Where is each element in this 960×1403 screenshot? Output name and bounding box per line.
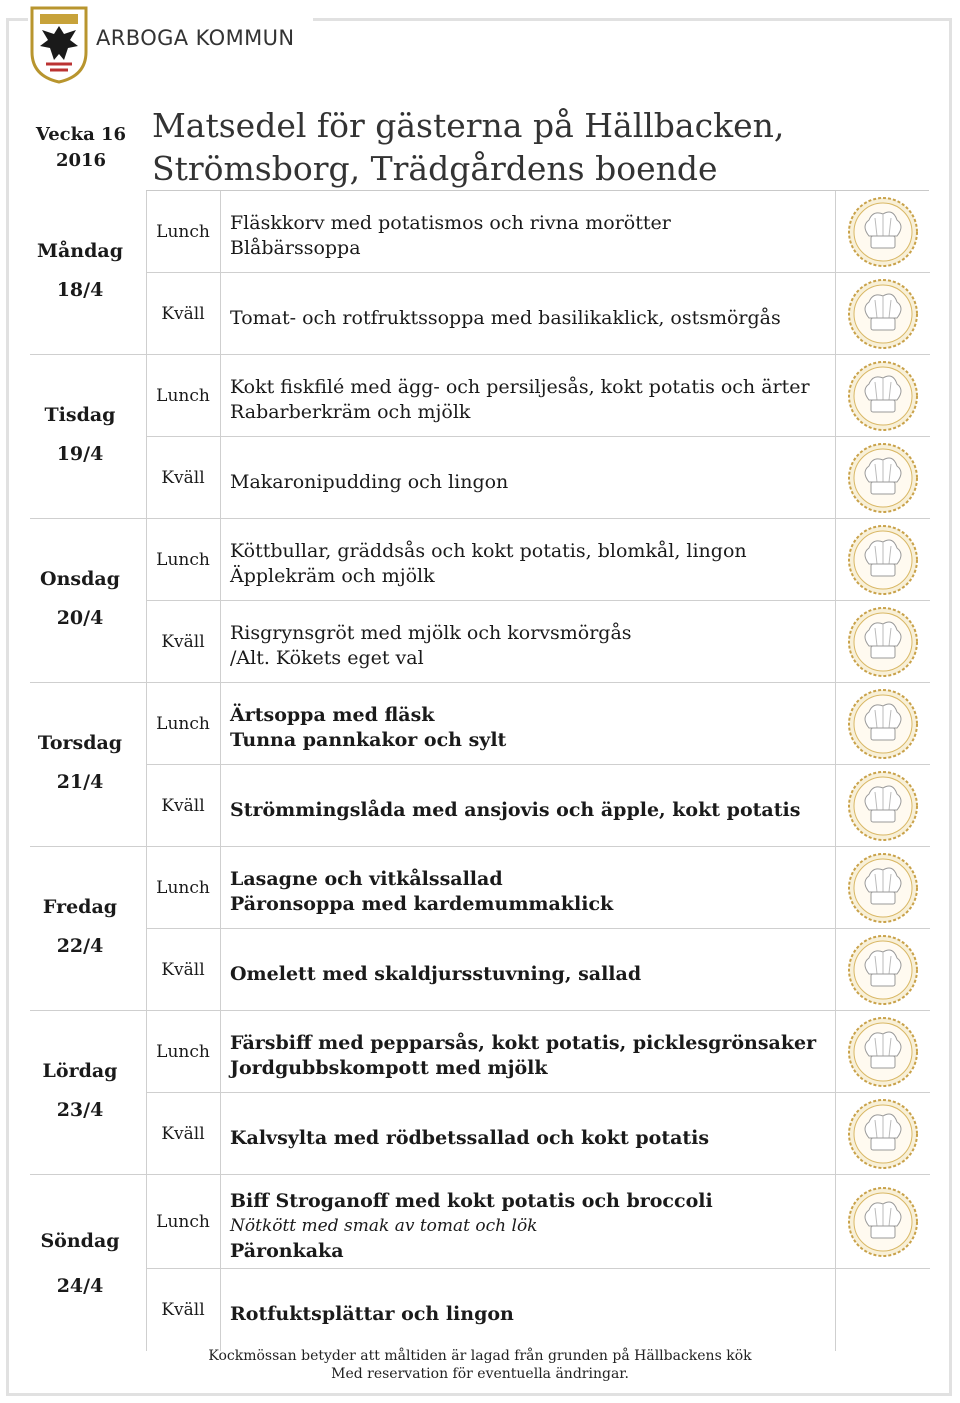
meal-label-lunch: Lunch bbox=[156, 386, 210, 406]
column-divider bbox=[220, 929, 221, 1011]
meal-label-kvall: Kväll bbox=[161, 960, 205, 980]
dish-line: Köttbullar, gräddsås och kokt potatis, blomkål, lingon bbox=[230, 540, 747, 562]
chef-hat-icon bbox=[847, 524, 919, 596]
dish-line: Färsbiff med pepparsås, kokt potatis, picklesgrönsaker bbox=[230, 1032, 817, 1054]
dish-line: Nötkött med smak av tomat och lök bbox=[230, 1215, 538, 1236]
chef-hat-icon bbox=[847, 770, 919, 842]
header-logo bbox=[28, 4, 313, 84]
dish-line: Rotfuktsplättar och lingon bbox=[230, 1302, 514, 1325]
dish-line: /Alt. Kökets eget val bbox=[230, 647, 424, 669]
menu-row-lunch bbox=[30, 519, 930, 601]
day-date: 24/4 bbox=[56, 1275, 104, 1297]
menu-row-kvall bbox=[30, 437, 930, 519]
column-divider bbox=[835, 191, 836, 273]
menu-row-kvall bbox=[30, 1269, 930, 1351]
column-divider bbox=[835, 355, 836, 437]
column-divider bbox=[220, 847, 221, 929]
day-date: 18/4 bbox=[56, 279, 104, 301]
column-divider bbox=[835, 1093, 836, 1175]
menu-row-lunch bbox=[30, 355, 930, 437]
dish-line: Päronkaka bbox=[230, 1239, 344, 1262]
column-divider bbox=[835, 765, 836, 847]
column-divider bbox=[220, 355, 221, 437]
column-divider bbox=[835, 683, 836, 765]
column-divider bbox=[835, 1011, 836, 1093]
day-name: Torsdag bbox=[37, 732, 123, 754]
dish-text bbox=[230, 1126, 830, 1151]
footer bbox=[150, 1347, 810, 1383]
week-year: 2016 bbox=[55, 150, 107, 171]
dish-text bbox=[230, 375, 830, 425]
day-date: 19/4 bbox=[56, 443, 104, 465]
dish-line: Makaronipudding och lingon bbox=[230, 470, 509, 493]
column-divider bbox=[835, 929, 836, 1011]
dish-text bbox=[230, 306, 830, 331]
chef-hat-icon bbox=[847, 606, 919, 678]
meal-label-kvall: Kväll bbox=[161, 468, 205, 488]
chef-hat-icon bbox=[847, 278, 919, 350]
menu-row-lunch bbox=[30, 1011, 930, 1093]
day-date: 20/4 bbox=[56, 607, 104, 629]
municipality-name: ARBOGA KOMMUN bbox=[96, 26, 295, 50]
chef-hat-icon bbox=[847, 852, 919, 924]
dish-line: Tomat- och rotfruktssoppa med basilikaklick, ostsmörgås bbox=[230, 306, 781, 329]
day-date: 22/4 bbox=[56, 935, 104, 957]
chef-hat-icon bbox=[847, 1186, 919, 1258]
dish-text bbox=[230, 1031, 830, 1081]
column-divider bbox=[220, 1011, 221, 1093]
menu-row-lunch bbox=[30, 191, 930, 273]
menu-row-kvall bbox=[30, 1093, 930, 1175]
dish-line: Lasagne och vitkålssallad bbox=[230, 868, 503, 890]
dish-line: Päronsoppa med kardemummaklick bbox=[230, 893, 614, 915]
chef-hat-icon bbox=[847, 196, 919, 268]
day-name: Söndag bbox=[40, 1230, 120, 1252]
column-divider bbox=[220, 273, 221, 355]
chef-hat-icon bbox=[847, 442, 919, 514]
week-label bbox=[30, 122, 132, 174]
day-date: 23/4 bbox=[56, 1099, 104, 1121]
column-divider bbox=[220, 683, 221, 765]
dish-line: Jordgubbskompott med mjölk bbox=[230, 1057, 548, 1079]
dish-line: Omelett med skaldjursstuvning, sallad bbox=[230, 962, 642, 985]
eagle-coat-of-arms-icon bbox=[28, 4, 90, 84]
title-line-1: Matsedel för gästerna på Hällbacken, bbox=[152, 106, 785, 145]
meal-label-kvall: Kväll bbox=[161, 1300, 205, 1320]
footer-line-2: Med reservation för eventuella ändringar. bbox=[331, 1366, 629, 1382]
meal-label-kvall: Kväll bbox=[161, 304, 205, 324]
dish-text bbox=[230, 1189, 830, 1264]
dish-line: Fläskkorv med potatismos och rivna morötter bbox=[230, 212, 671, 234]
dish-line: Strömmingslåda med ansjovis och äpple, kokt potatis bbox=[230, 798, 801, 821]
meal-label-lunch: Lunch bbox=[156, 550, 210, 570]
menu-row-kvall bbox=[30, 601, 930, 683]
chef-hat-icon bbox=[847, 688, 919, 760]
week-number: Vecka 16 bbox=[35, 124, 127, 145]
dish-line: Tunna pannkakor och sylt bbox=[230, 729, 507, 751]
meal-label-lunch: Lunch bbox=[156, 222, 210, 242]
dish-text bbox=[230, 211, 830, 261]
dish-line: Biff Stroganoff med kokt potatis och broccoli bbox=[230, 1189, 713, 1212]
meal-label-lunch: Lunch bbox=[156, 1042, 210, 1062]
column-divider bbox=[835, 519, 836, 601]
column-divider bbox=[220, 765, 221, 847]
day-date: 21/4 bbox=[56, 771, 104, 793]
column-divider bbox=[835, 601, 836, 683]
column-divider bbox=[220, 601, 221, 683]
menu-row-lunch bbox=[30, 1175, 930, 1269]
menu-row-kvall bbox=[30, 765, 930, 847]
dish-text bbox=[230, 1302, 830, 1327]
dish-line: Kokt fiskfilé med ägg- och persiljesås, kokt potatis och ärter bbox=[230, 376, 810, 398]
meal-label-kvall: Kväll bbox=[161, 632, 205, 652]
meal-label-kvall: Kväll bbox=[161, 1124, 205, 1144]
chef-hat-icon bbox=[847, 1098, 919, 1170]
column-divider bbox=[220, 1093, 221, 1175]
meal-label-lunch: Lunch bbox=[156, 714, 210, 734]
column-divider bbox=[835, 847, 836, 929]
dish-line: Rabarberkräm och mjölk bbox=[230, 401, 471, 423]
column-divider bbox=[220, 437, 221, 519]
menu-row-kvall bbox=[30, 273, 930, 355]
day-name: Måndag bbox=[36, 240, 124, 262]
column-divider bbox=[220, 519, 221, 601]
day-name: Fredag bbox=[42, 896, 118, 918]
menu-row-kvall bbox=[30, 929, 930, 1011]
footer-line-1: Kockmössan betyder att måltiden är lagad från grunden på Hällbackens kök bbox=[208, 1348, 752, 1364]
column-divider bbox=[835, 437, 836, 519]
dish-text bbox=[230, 621, 830, 671]
dish-text bbox=[230, 470, 830, 495]
dish-text bbox=[230, 867, 830, 917]
dish-text bbox=[230, 703, 830, 753]
column-divider bbox=[220, 191, 221, 273]
day-name: Lördag bbox=[42, 1060, 118, 1082]
page-title bbox=[152, 104, 927, 190]
dish-line: Äpplekräm och mjölk bbox=[230, 565, 435, 587]
column-divider bbox=[835, 1269, 836, 1351]
meal-label-lunch: Lunch bbox=[156, 1212, 210, 1232]
chef-hat-icon bbox=[847, 1016, 919, 1088]
meal-label-kvall: Kväll bbox=[161, 796, 205, 816]
column-divider bbox=[835, 273, 836, 355]
dish-line: Blåbärssoppa bbox=[230, 237, 361, 259]
menu-row-lunch bbox=[30, 683, 930, 765]
meal-label-lunch: Lunch bbox=[156, 878, 210, 898]
day-name: Onsdag bbox=[40, 568, 120, 590]
dish-text bbox=[230, 798, 830, 823]
column-divider bbox=[220, 1269, 221, 1351]
dish-line: Ärtsoppa med fläsk bbox=[230, 704, 435, 726]
column-divider bbox=[835, 1175, 836, 1269]
dish-text bbox=[230, 962, 830, 987]
column-divider bbox=[220, 1175, 221, 1269]
dish-line: Risgrynsgröt med mjölk och korvsmörgås bbox=[230, 622, 632, 644]
day-name: Tisdag bbox=[44, 404, 116, 426]
title-line-2: Strömsborg, Trädgårdens boende bbox=[152, 149, 718, 188]
chef-hat-icon bbox=[847, 934, 919, 1006]
dish-text bbox=[230, 539, 830, 589]
dish-line: Kalvsylta med rödbetssallad och kokt potatis bbox=[230, 1126, 710, 1149]
menu-row-lunch bbox=[30, 847, 930, 929]
chef-hat-icon bbox=[847, 360, 919, 432]
